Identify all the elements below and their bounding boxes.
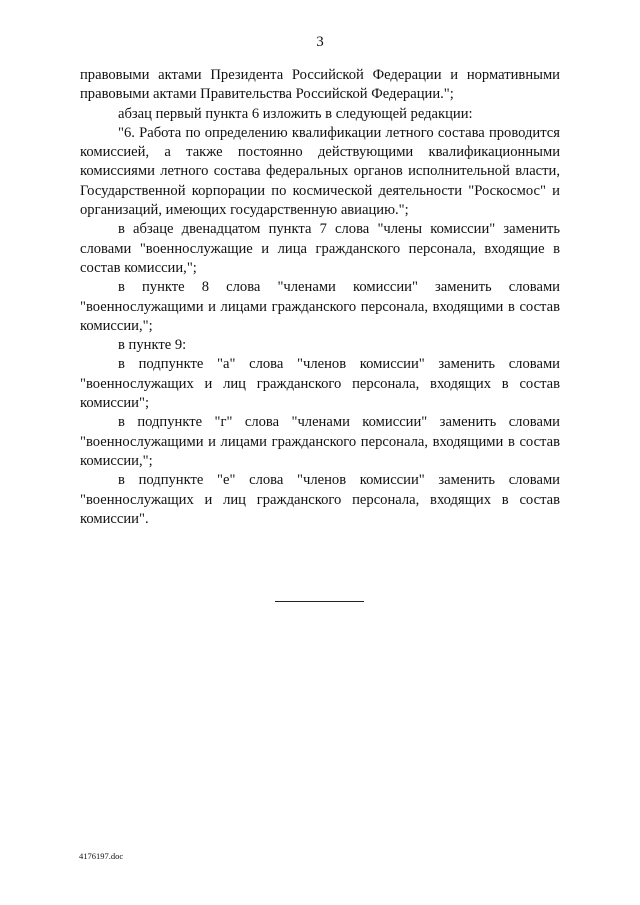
paragraph-subitem-e: в подпункте "е" слова "членов комиссии" заменить словами "военнослужащих и лиц гражданского персонала, входящих в состав комиссии". xyxy=(80,472,560,527)
paragraph-continuation: правовыми актами Президента Российской Федерации и нормативными правовыми актами Правительства Российской Федерации."; xyxy=(80,67,560,103)
paragraph-subitem-g: в подпункте "г" слова "членами комиссии" заменить словами "военнослужащими и лицами гражданского персонала, входящими в состав комиссии,"; xyxy=(80,414,560,469)
page-number: 3 xyxy=(316,34,324,50)
document-body xyxy=(80,66,560,529)
paragraph-instruction-item-6: абзац первый пункта 6 изложить в следующей редакции: xyxy=(118,105,473,122)
paragraph-subitem-a: в подпункте "а" слова "членов комиссии" заменить словами "военнослужащих и лиц гражданского персонала, входящих в состав комиссии"; xyxy=(80,356,560,412)
footer-document-code: 4176197.doc xyxy=(79,851,124,861)
paragraph-new-wording-item-6: "6. Работа по определению квалификации летного состава проводится комиссией, а также постоянно действующими квалификационными комиссиями летного состава федеральных органов исполнительной власти, Государственной корпорации по космической деятельности "Роскосмос" и организаций, имеющих государственную авиацию."; xyxy=(80,124,560,219)
closing-divider-line xyxy=(275,601,364,602)
paragraph-amendment-item-7: в абзаце двенадцатом пункта 7 слова "члены комиссии" заменить словами "военнослужащие и лица гражданского персонала, входящие в состав комиссии,"; xyxy=(80,221,560,276)
paragraph-amendment-item-8: в пункте 8 слова "членами комиссии" заменить словами "военнослужащими и лицами гражданского персонала, входящими в состав комиссии,"; xyxy=(80,279,560,334)
paragraph-item-9-header: в пункте 9: xyxy=(118,337,187,354)
